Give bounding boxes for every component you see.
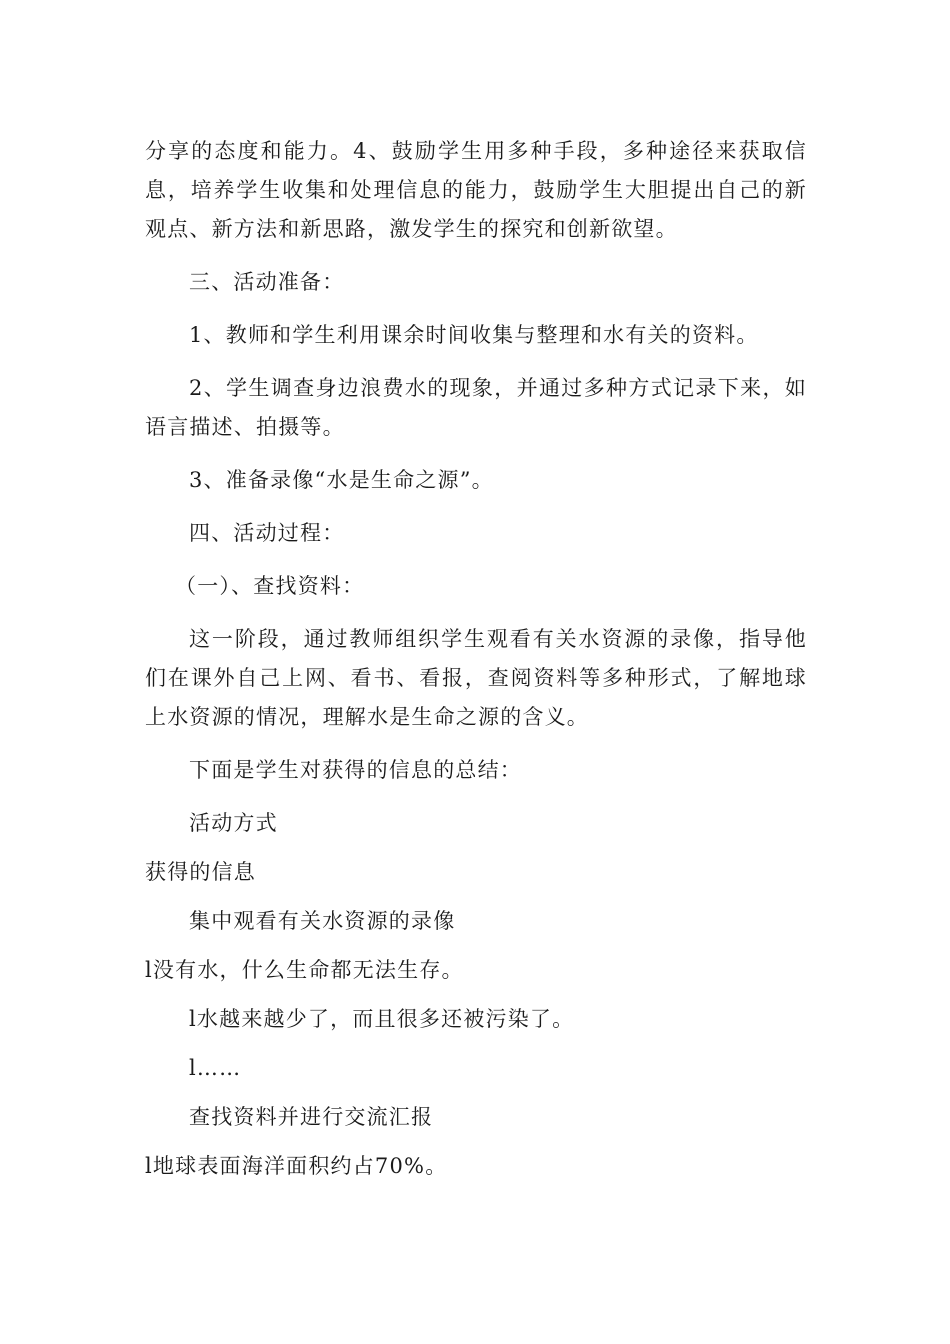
paragraph-stage-description: 这一阶段，通过教师组织学生观看有关水资源的录像，指导他们在课外自己上网、看书、看报，查阅资料等多种形式，了解地球上水资源的情况，理解水是生命之源的含义。	[145, 627, 807, 729]
table-header-activity-method: 活动方式	[189, 811, 278, 835]
list-item-info-4: l地球表面海洋面积约占70%。	[145, 1154, 448, 1178]
table-cell-method-watch-video: 集中观看有关水资源的录像	[189, 909, 456, 933]
paragraph-summary-intro: 下面是学生对获得的信息的总结：	[189, 758, 522, 782]
heading-activity-preparation: 三、活动准备：	[189, 270, 345, 294]
subheading-find-materials: （一）、查找资料：	[175, 574, 365, 598]
paragraph-goals: 分享的态度和能力。4、鼓励学生用多种手段，多种途径来获取信息，培养学生收集和处理信息的能力，鼓励学生大胆提出自己的新观点、新方法和新思路，激发学生的探究和创新欲望。	[145, 139, 807, 241]
table-header-information-obtained: 获得的信息	[145, 860, 256, 884]
heading-activity-process: 四、活动过程：	[189, 521, 345, 545]
list-item-info-2: l水越来越少了，而且很多还被污染了。	[189, 1007, 575, 1031]
paragraph-prep-3: 3、准备录像“水是生命之源”。	[189, 468, 494, 492]
paragraph-prep-2: 2、学生调查身边浪费水的现象，并通过多种方式记录下来，如语言描述、拍摄等。	[145, 376, 807, 439]
document-body	[145, 132, 807, 1196]
paragraph-prep-1: 1、教师和学生利用课余时间收集与整理和水有关的资料。	[189, 323, 759, 347]
list-item-info-3: l……	[189, 1056, 242, 1080]
table-cell-method-research-report: 查找资料并进行交流汇报	[189, 1105, 434, 1129]
list-item-info-1: l没有水，什么生命都无法生存。	[145, 958, 464, 982]
